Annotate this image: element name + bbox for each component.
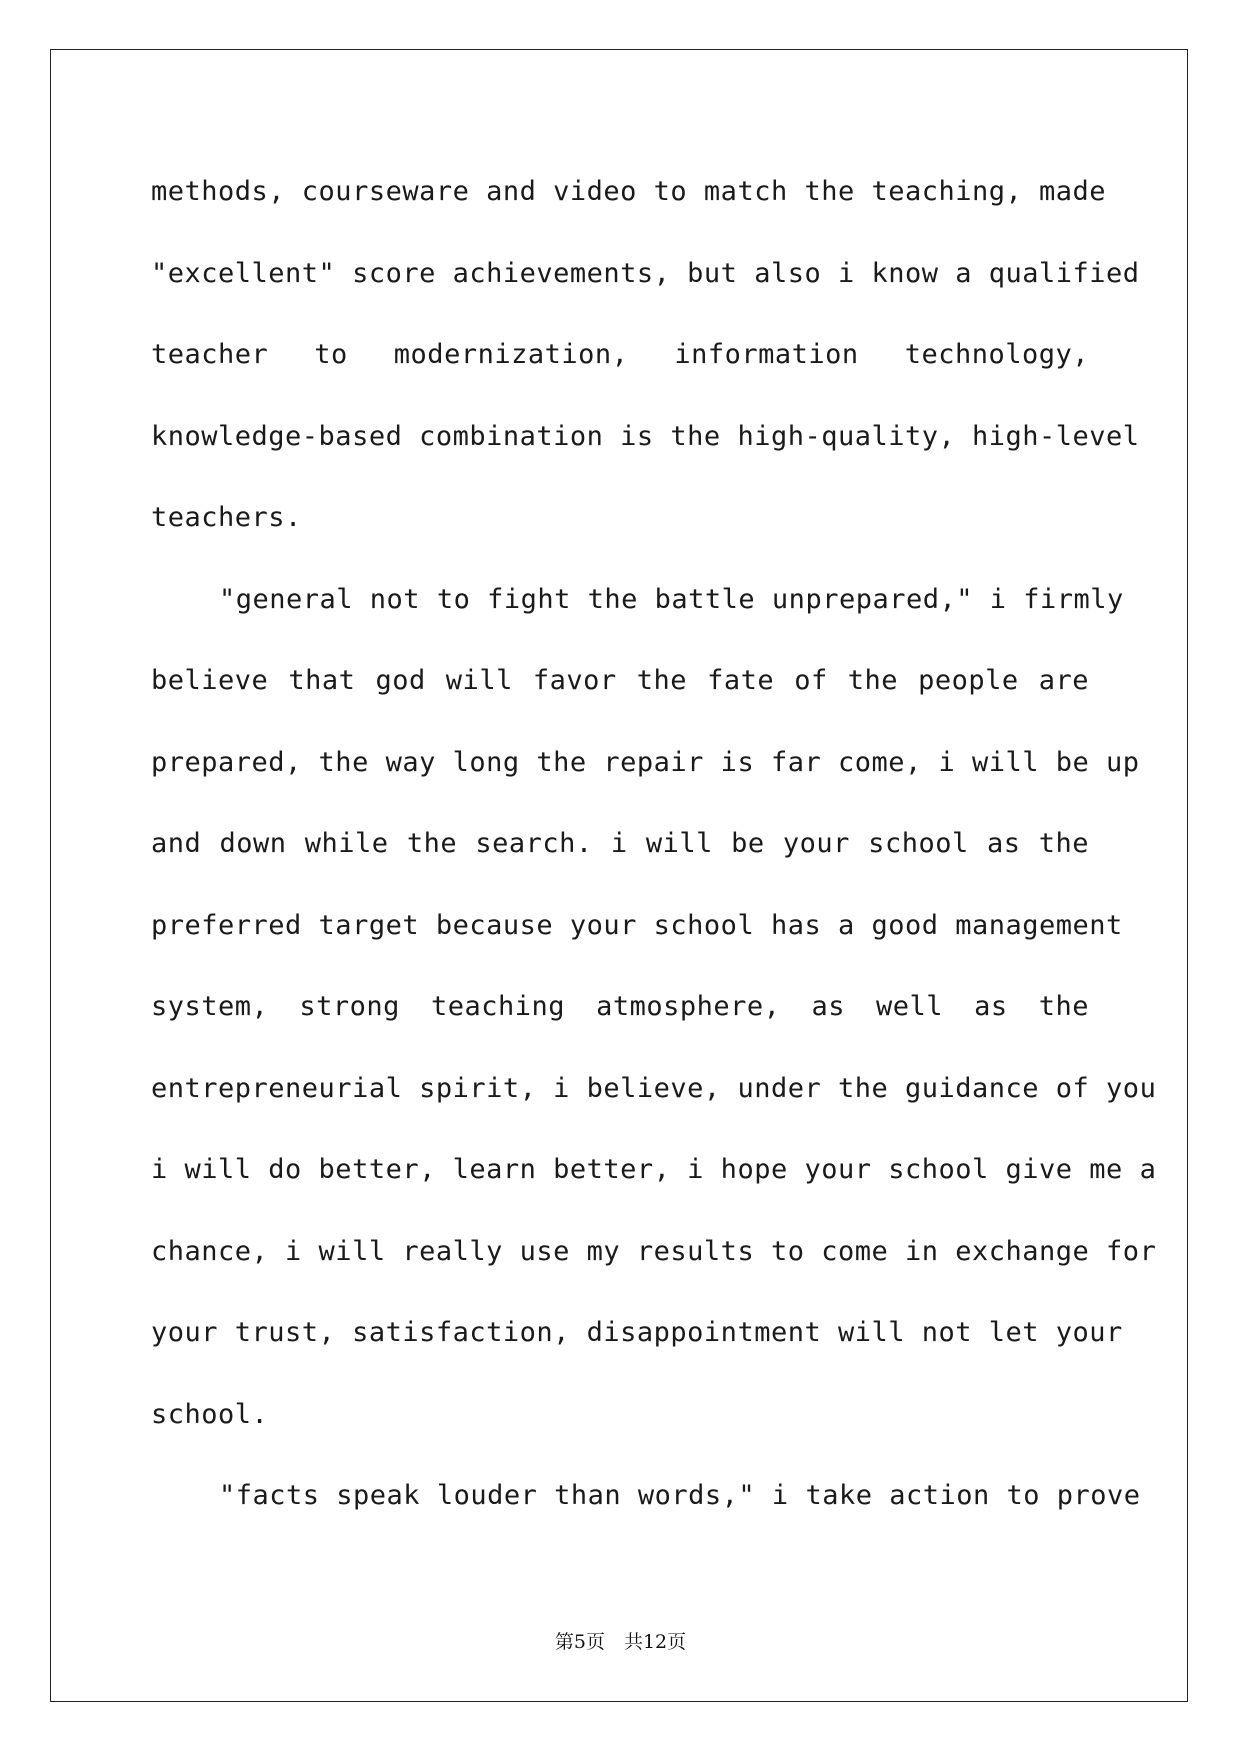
text-line: "excellent" score achievements, but also i know a qualified (151, 257, 1140, 289)
page-number-footer: 第5页 共12页 (554, 1631, 687, 1653)
text-line: and down while the search. i will be your school as the (151, 828, 1089, 859)
text-line: school. (151, 1398, 269, 1430)
text-line: chance, i will really use my results to come in exchange for (151, 1235, 1157, 1267)
text-line: "facts speak louder than words," i take action to prove (219, 1480, 1141, 1511)
text-line: i will do better, learn better, i hope your school give me a (151, 1154, 1157, 1185)
text-line: teachers. (151, 502, 302, 533)
text-line: system, strong teaching atmosphere, as well as the (151, 991, 1089, 1022)
text-line: methods, courseware and video to match the teaching, made (151, 176, 1107, 207)
text-line: believe that god will favor the fate of the people are (151, 665, 1089, 696)
text-line: your trust, satisfaction, disappointment will not let your (151, 1317, 1123, 1348)
text-line: teacher to modernization, information technology, (151, 339, 1089, 370)
text-line: prepared, the way long the repair is far come, i will be up (151, 746, 1140, 778)
text-line: knowledge-based combination is the high-quality, high-level (151, 420, 1140, 452)
text-line: entrepreneurial spirit, i believe, under the guidance of you (151, 1072, 1157, 1104)
document-body (151, 151, 1157, 1537)
text-line: preferred target because your school has a good management (151, 909, 1123, 941)
text-line: "general not to fight the battle unprepared," i firmly (219, 583, 1124, 615)
